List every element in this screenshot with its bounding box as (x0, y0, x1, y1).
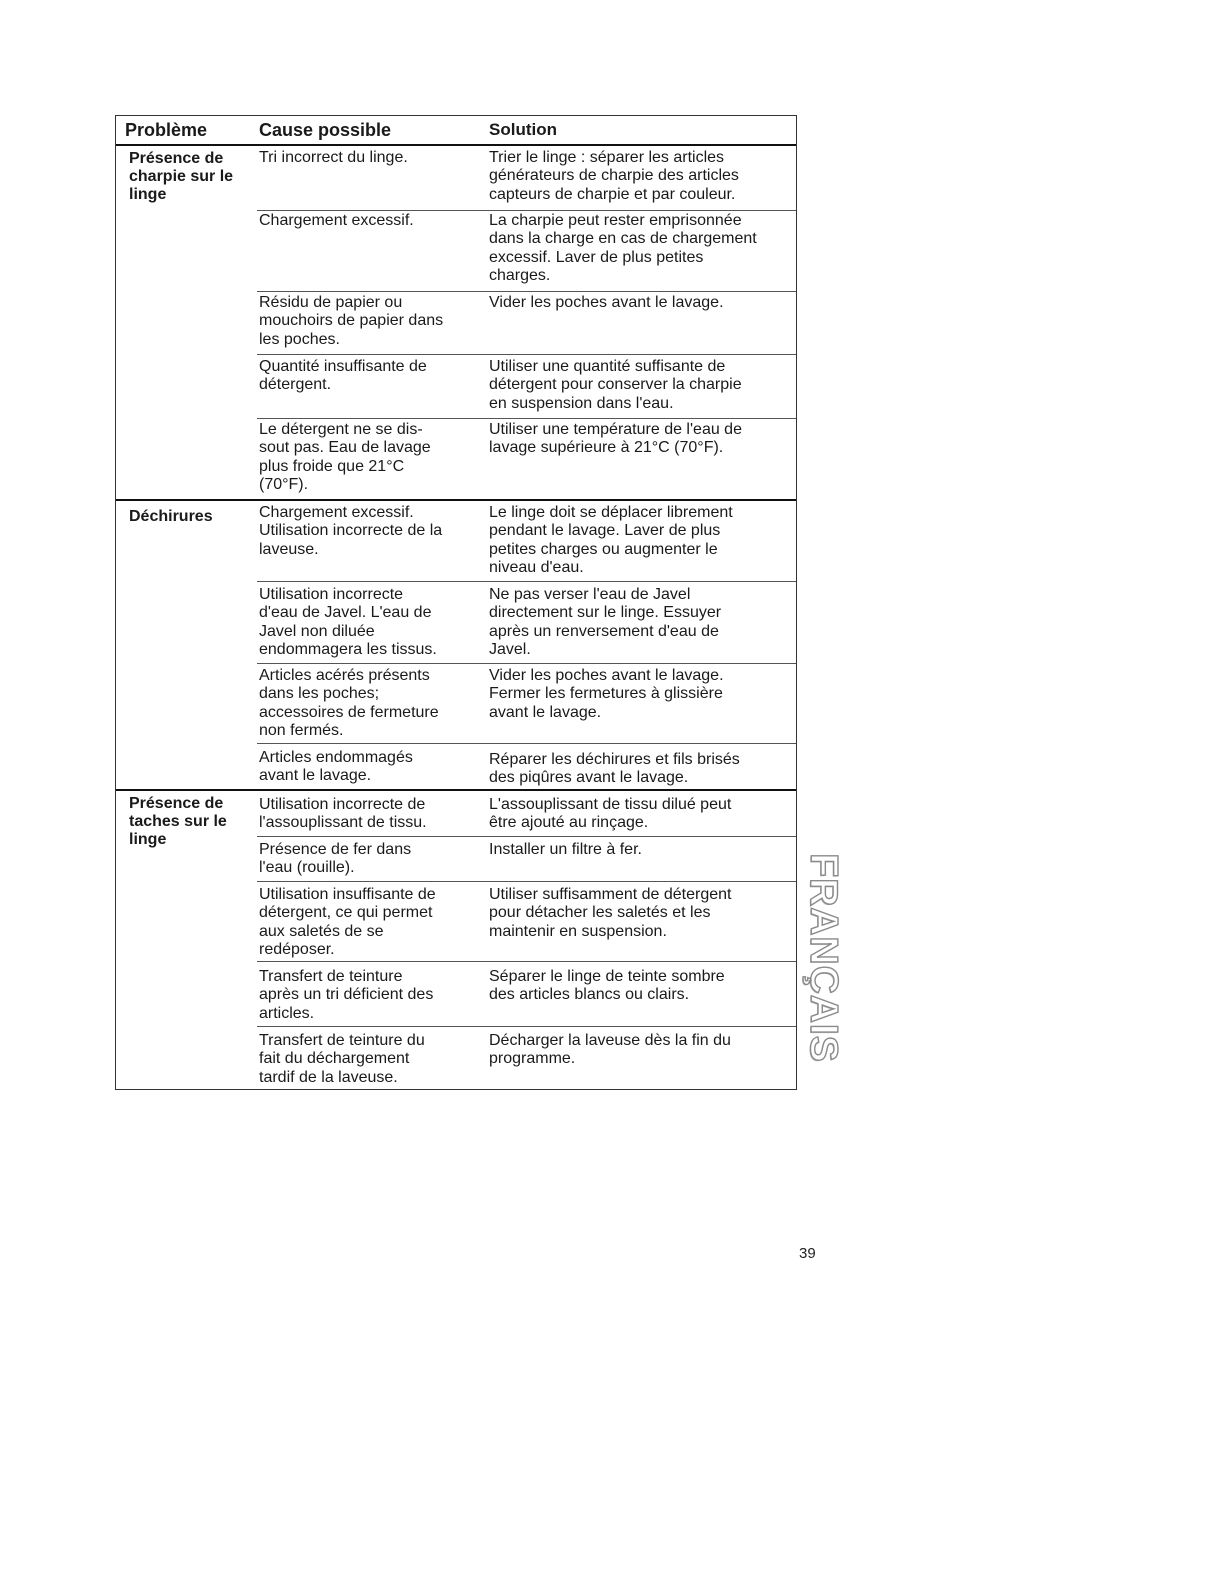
solution-cell: Installer un filtre à fer. (489, 841, 642, 858)
row-divider (257, 836, 796, 837)
cause-cell: Articles endommagés avant le lavage. (259, 749, 413, 785)
solution-cell: Trier le linge : séparer les articles générateurs de charpie des articles capteurs de charpie et par couleur. (489, 149, 739, 203)
solution-cell: Utiliser suffisamment de détergent pour détacher les saletés et les maintenir en suspension. (489, 886, 732, 940)
header-problem: Problème (125, 120, 208, 140)
cause-cell: Transfert de teinture du fait du déchargement tardif de la laveuse. (259, 1032, 425, 1086)
table-header (116, 116, 796, 146)
row-divider (257, 210, 796, 211)
language-side-label (802, 852, 845, 1063)
cause-cell: Tri incorrect du linge. (259, 149, 408, 166)
row-divider (257, 663, 796, 664)
solution-cell: Vider les poches avant le lavage. (489, 294, 724, 311)
row-divider (257, 291, 796, 292)
solution-cell: L'assouplissant de tissu dilué peut être ajouté au rinçage. (489, 796, 732, 832)
page-number: 39 (799, 1245, 816, 1262)
row-divider (257, 743, 796, 744)
solution-cell: Utiliser une température de l'eau de lavage supérieure à 21°C (70°F). (489, 421, 742, 457)
row-divider (257, 1026, 796, 1027)
cause-cell: Articles acérés présents dans les poches; accessoires de fermeture non fermés. (259, 667, 439, 739)
solution-cell: Utiliser une quantité suffisante de détergent pour conserver la charpie en suspension dans l'eau. (489, 358, 742, 412)
row-divider (257, 961, 796, 962)
cause-cell: Quantité insuffisante de détergent. (259, 358, 427, 394)
problem-lint: Présence de charpie sur le linge (129, 150, 234, 203)
cause-cell: Utilisation incorrecte de l'assouplissant de tissu. (259, 796, 427, 832)
cause-cell: Utilisation incorrecte d'eau de Javel. L'eau de Javel non diluée endommagera les tissus. (259, 586, 437, 658)
row-divider (257, 418, 796, 419)
problem-tears: Déchirures (129, 508, 213, 525)
solution-cell: Séparer le linge de teinte sombre des articles blancs ou clairs. (489, 968, 725, 1004)
solution-cell: Ne pas verser l'eau de Javel directement sur le linge. Essuyer après un renversement d'eau de Javel. (489, 586, 722, 658)
cause-cell: Résidu de papier ou mouchoirs de papier dans les poches. (259, 294, 444, 348)
cause-cell: Présence de fer dans l'eau (rouille). (259, 841, 412, 877)
cause-cell: Chargement excessif. Utilisation incorrecte de la laveuse. (259, 504, 443, 558)
solution-cell: La charpie peut rester emprisonnée dans la charge en cas de chargement excessif. Laver de plus petites charges. (489, 212, 757, 284)
row-divider (257, 881, 796, 882)
header-rule (116, 144, 796, 146)
problem-stains: Présence de taches sur le linge (129, 795, 227, 848)
troubleshooting-table (115, 115, 797, 1090)
solution-cell: Le linge doit se déplacer librement pendant le lavage. Laver de plus petites charges ou augmenter le niveau d'eau. (489, 504, 733, 576)
solution-cell: Vider les poches avant le lavage. Fermer les fermetures à glissière avant le lavage. (489, 667, 724, 721)
cause-cell: Utilisation insuffisante de détergent, ce qui permet aux saletés de se redéposer. (259, 886, 436, 958)
row-divider (257, 354, 796, 355)
header-cause: Cause possible (259, 120, 392, 140)
cause-cell: Transfert de teinture après un tri déficient des articles. (259, 968, 434, 1022)
language-label-text: FRANÇAIS (802, 852, 845, 1063)
group-divider (116, 789, 796, 791)
cause-cell: Le détergent ne se dis- sout pas. Eau de lavage plus froide que 21°C (70°F). (259, 421, 431, 493)
solution-cell: Réparer les déchirures et fils brisés des piqûres avant le lavage. (489, 751, 740, 787)
cause-cell: Chargement excessif. (259, 212, 414, 229)
header-solution: Solution (489, 120, 557, 139)
solution-cell: Décharger la laveuse dès la fin du programme. (489, 1032, 731, 1068)
group-divider (116, 499, 796, 501)
row-divider (257, 581, 796, 582)
